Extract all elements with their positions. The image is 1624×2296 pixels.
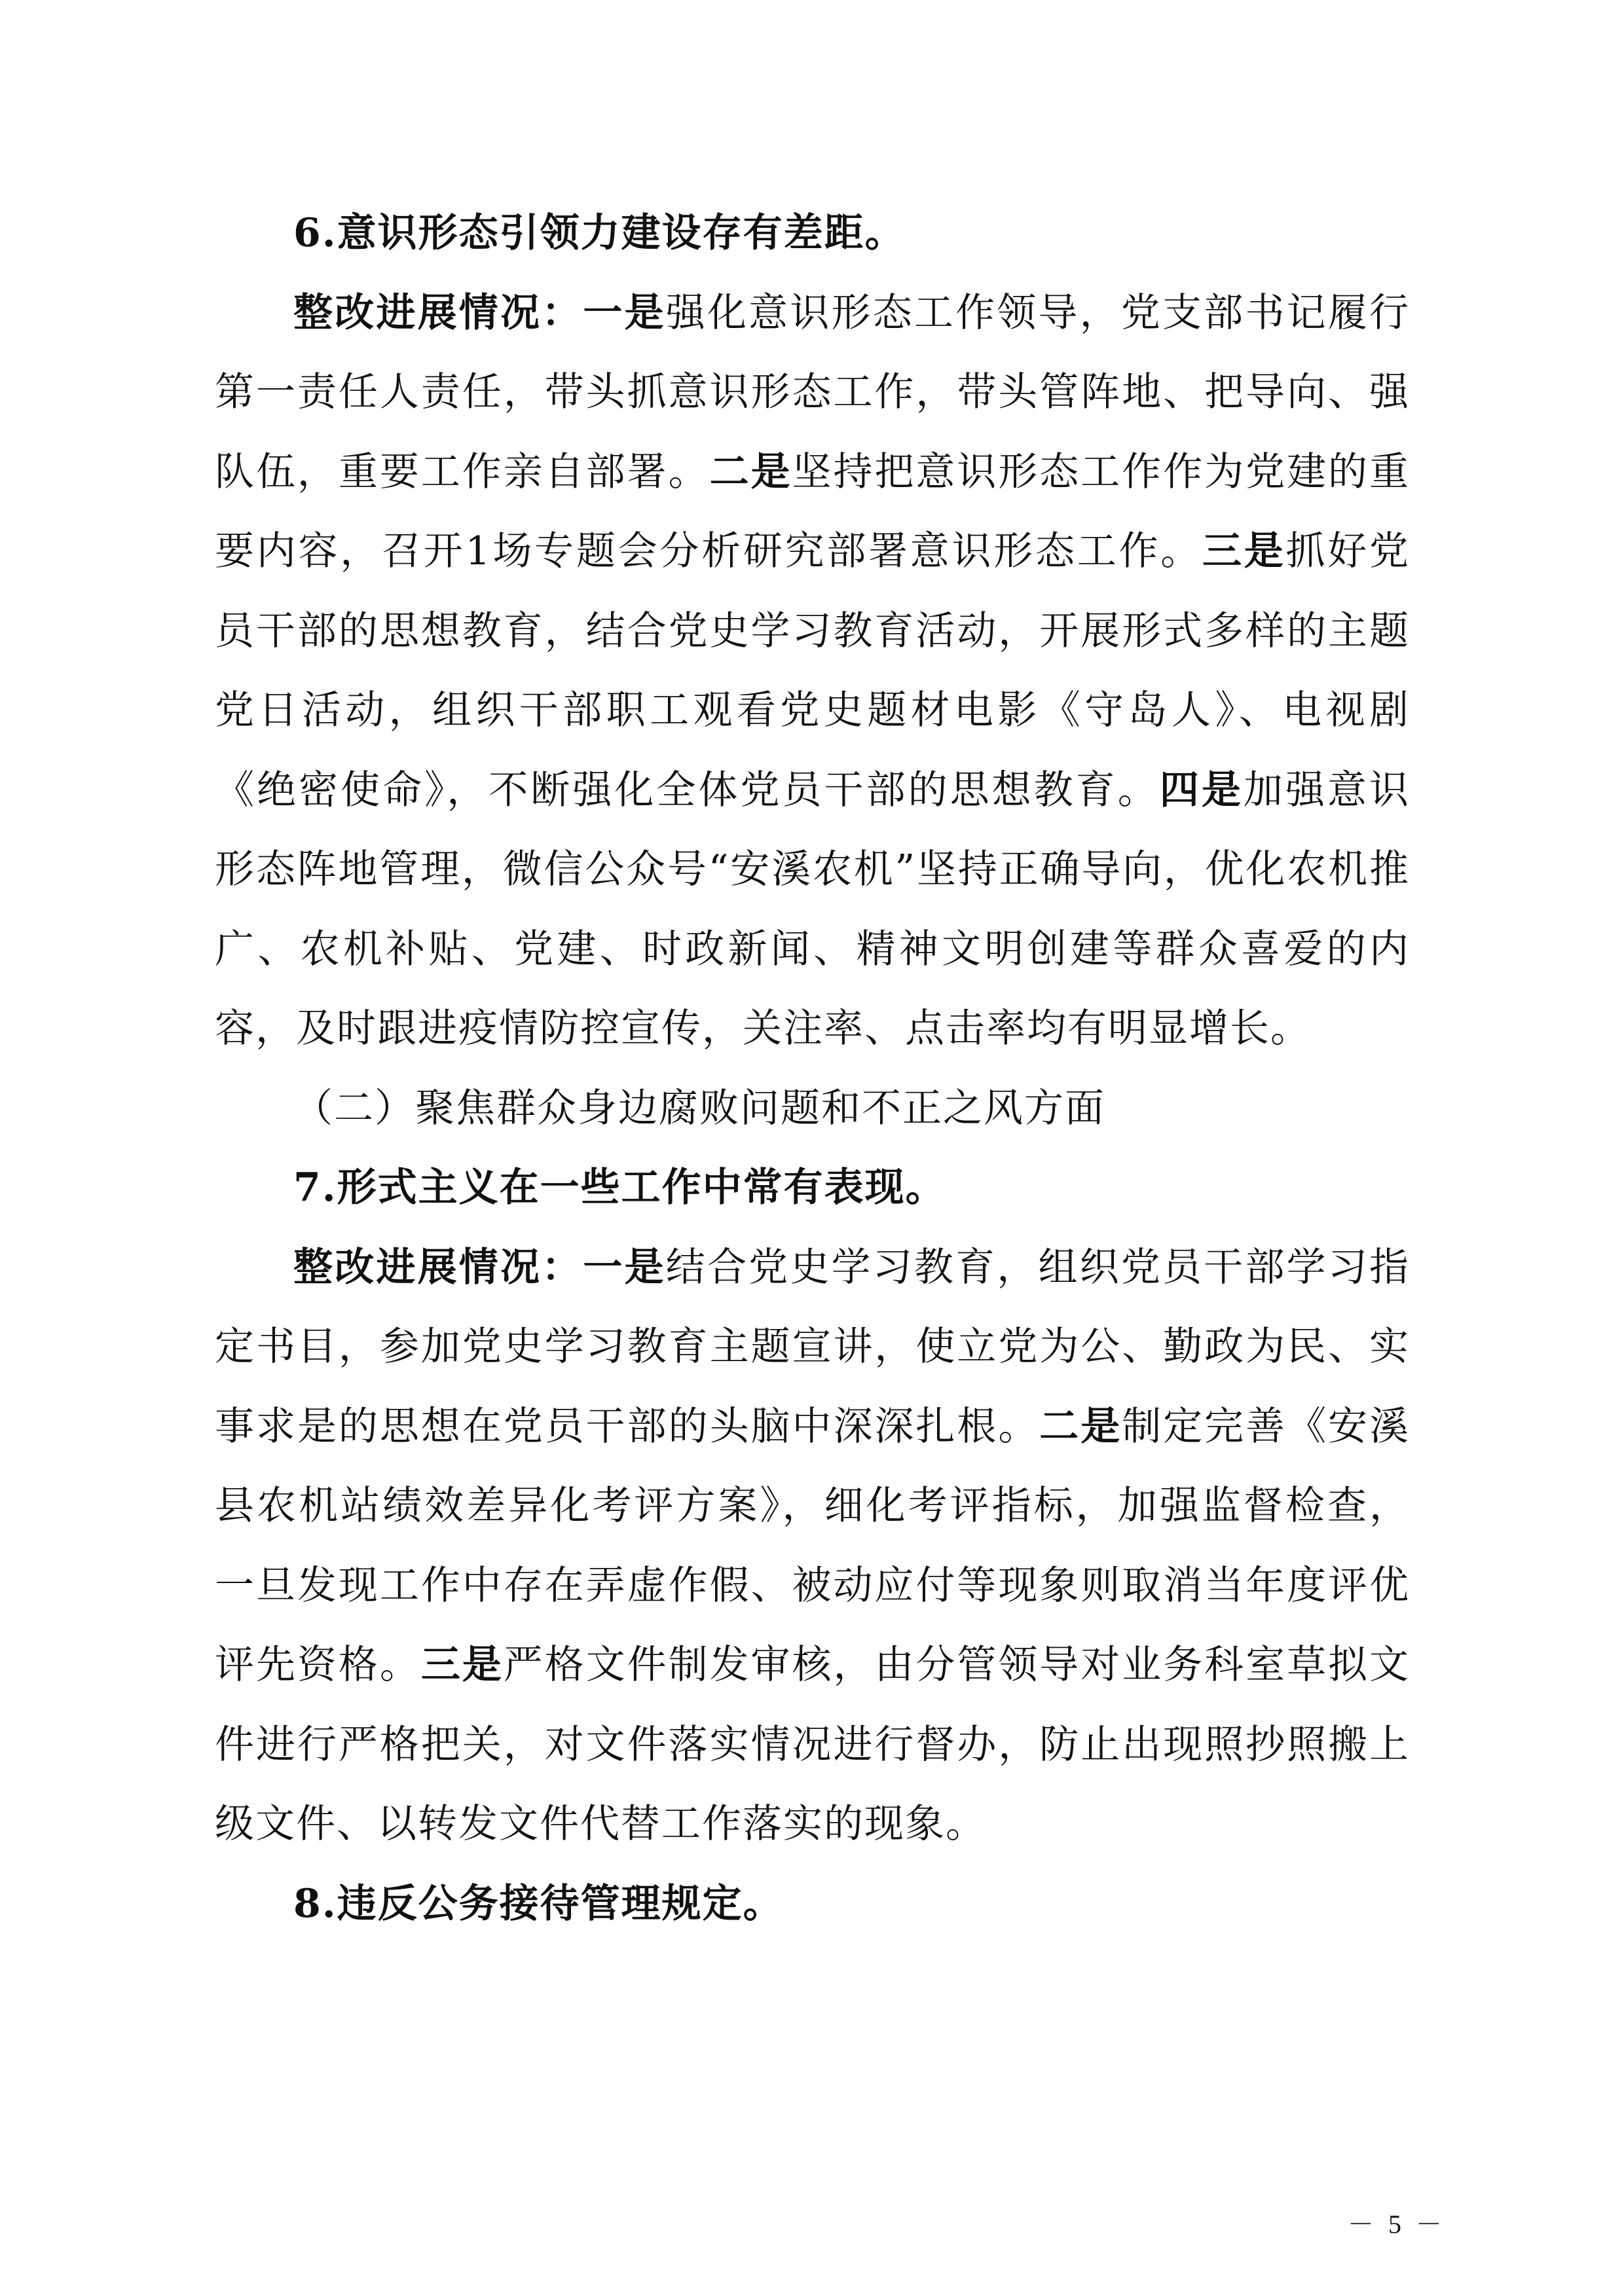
item-6-part-1-text: 强化意识形态工作领导，党支部书记履行第一责任人责任，带头抓意识形态工作，带头管阵地、把导向、强队伍，重要工作亲自部署。 xyxy=(215,289,1411,495)
item-6-part-2-text: 坚持把意识形态工作作为党建的重要内容，召开1场专题会分析研究部署意识形态工作。 xyxy=(215,448,1411,574)
item-6-part-3-marker: 三是 xyxy=(1202,528,1286,574)
item-6-progress-paragraph xyxy=(215,274,1410,1069)
item-7-progress-paragraph xyxy=(215,1228,1410,1865)
item-7-part-2-marker: 二是 xyxy=(1039,1403,1122,1449)
item-7-part-1-marker: 一是 xyxy=(583,1244,666,1290)
item-7-progress-lead: 整改进展情况： xyxy=(293,1244,583,1290)
item-6-progress-lead: 整改进展情况： xyxy=(293,289,583,336)
item-7-part-2-text: 制定完善《安溪县农机站绩效差异化考评方案》，细化考评指标，加强监督检查，一旦发现工作中存在弄虚作假、被动应付等现象则取消当年度评优评先资格。 xyxy=(215,1403,1411,1688)
item-7-heading: 7.形式主义在一些工作中常有表现。 xyxy=(293,1165,946,1211)
page-number: － 5 － xyxy=(1348,2210,1446,2239)
section-2-heading: （二）聚焦群众身边腐败问题和不正之风方面 xyxy=(293,1085,1105,1131)
item-6-part-4-marker: 四是 xyxy=(1159,767,1244,813)
item-7-part-3-text: 严格文件制发审核，由分管领导对业务科室草拟文件进行严格把关，对文件落实情况进行督办，防止出现照抄照搬上级文件、以转发文件代替工作落实的现象。 xyxy=(215,1642,1411,1847)
item-6-heading: 6.意识形态引领力建设存有差距。 xyxy=(293,210,906,256)
item-6-part-3-text: 抓好党员干部的思想教育，结合党史学习教育活动，开展形式多样的主题党日活动，组织干部职工观看党史题材电影《守岛人》、电视剧《绝密使命》，不断强化全体党员干部的思想教育。 xyxy=(215,528,1411,813)
document-body xyxy=(215,194,1410,1944)
item-7-part-1-text: 结合党史学习教育，组织党员干部学习指定书目，参加党史学习教育主题宣讲，使立党为公、勤政为民、实事求是的思想在党员干部的头脑中深深扎根。 xyxy=(215,1244,1411,1449)
item-7-part-3-marker: 三是 xyxy=(420,1642,504,1688)
item-6-part-4-text: 加强意识形态阵地管理，微信公众号“安溪农机”坚持正确导向，优化农机推广、农机补贴、党建、时政新闻、精神文明创建等群众喜爱的内容，及时跟进疫情防控宣传，关注率、点击率均有明显增长。 xyxy=(215,767,1411,1051)
item-8-heading: 8.违反公务接待管理规定。 xyxy=(293,1880,784,1927)
item-6-part-1-marker: 一是 xyxy=(583,289,666,336)
item-6-part-2-marker: 二是 xyxy=(709,448,792,495)
